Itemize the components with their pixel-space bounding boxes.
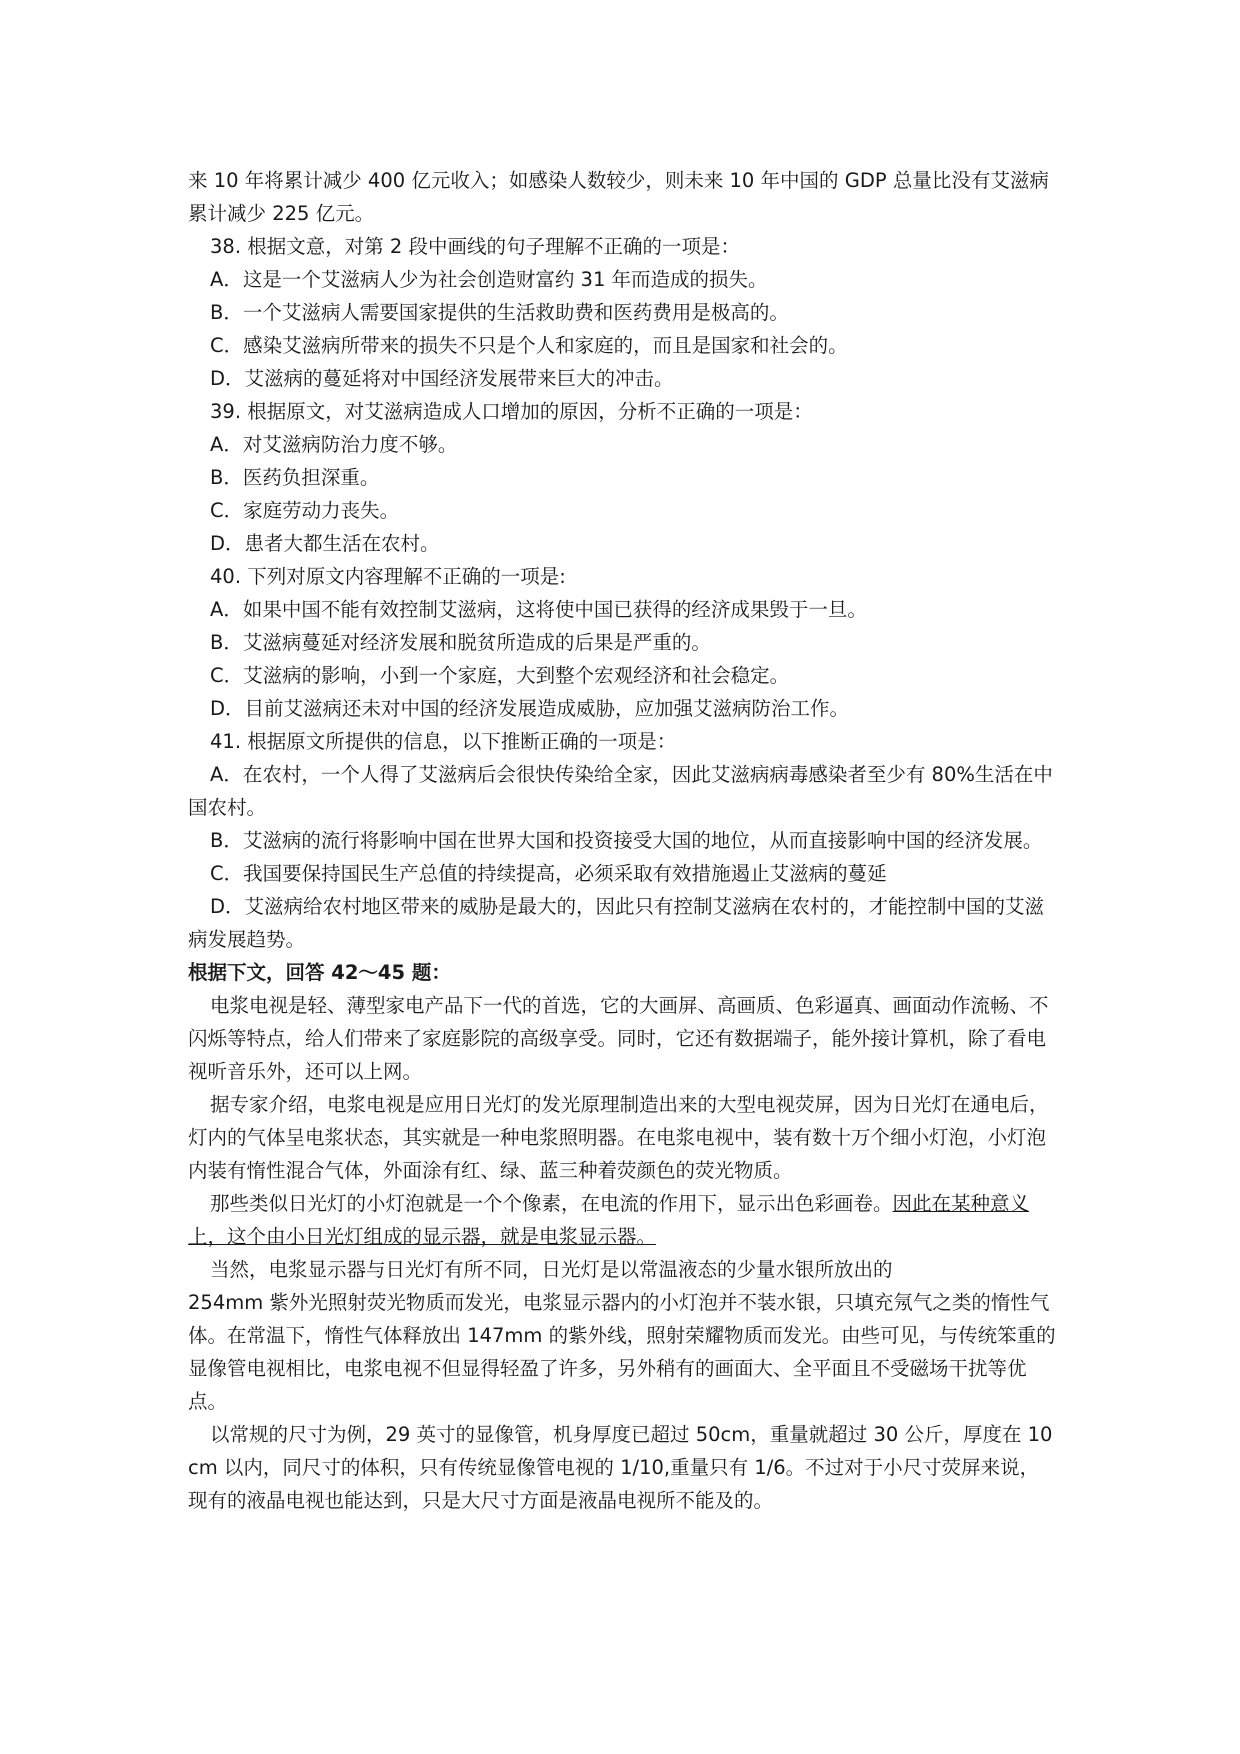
option-c: C．感染艾滋病所带来的损失不只是个人和家庭的，而且是国家和社会的。 <box>210 334 848 357</box>
option-c: C．艾滋病的影响，小到一个家庭，大到整个宏观经济和社会稳定。 <box>210 664 790 687</box>
option-b: B．艾滋病的流行将影响中国在世界大国和投资接受大国的地位，从而直接影响中国的经济发展。 <box>210 829 1043 852</box>
passage-paragraph-4-line-1: 当然，电浆显示器与日光灯有所不同，日光灯是以常温液态的少量水银所放出的 <box>210 1258 893 1281</box>
option-a: A．对艾滋病防治力度不够。 <box>210 433 458 456</box>
document-body <box>188 164 1058 1517</box>
option-b: B．一个艾滋病人需要国家提供的生活救助费和医药费用是极高的。 <box>210 301 789 324</box>
option-b: B．医药负担深重。 <box>210 466 380 489</box>
option-a: A．如果中国不能有效控制艾滋病，这将使中国已获得的经济成果毁于一旦。 <box>210 598 867 621</box>
underlined-sentence: 因此在某种意义上，这个由小日光灯组成的显示器，就是电浆显示器。 <box>188 1192 1030 1248</box>
question-39 <box>188 395 1058 560</box>
question-38 <box>188 230 1058 395</box>
passage-paragraph-4-rest: 254mm 紫外光照射荧光物质而发光，电浆显示器内的小灯泡并不装水银，只填充氖气之类的惰性气体。在常温下，惰性气体释放出 147mm 的紫外线，照射荣耀物质而发光。由些可见，与传统笨重的显像管电视相比，电浆电视不但显得轻盈了许多，另外稍有的画面大、全平面且不受磁场干扰等优点。 <box>188 1291 1056 1413</box>
option-a: A．这是一个艾滋病人少为社会创造财富约 31 年而造成的损失。 <box>210 268 768 291</box>
passage-paragraph-3 <box>188 1187 1058 1253</box>
question-stem: 41. 根据原文所提供的信息，以下推断正确的一项是： <box>210 730 677 753</box>
option-d: D．目前艾滋病还未对中国的经济发展造成威胁，应加强艾滋病防治工作。 <box>210 697 850 720</box>
question-stem: 40. 下列对原文内容理解不正确的一项是: <box>210 565 566 588</box>
question-40 <box>188 560 1058 725</box>
option-b: B．艾滋病蔓延对经济发展和脱贫所造成的后果是严重的。 <box>210 631 711 654</box>
intro-continued-paragraph: 来 10 年将累计减少 400 亿元收入；如感染人数较少，则未来 10 年中国的 GDP 总量比没有艾滋病累计减少 225 亿元。 <box>188 169 1049 225</box>
passage-paragraph-5: 以常规的尺寸为例，29 英寸的显像管，机身厚度已超过 50cm，重量就超过 30 公斤，厚度在 10cm 以内，同尺寸的体积，只有传统显像管电视的 1/10,重量只有 1/6。不过对于小尺寸荧屏来说，现有的液晶电视也能达到，只是大尺寸方面是液晶电视所不能及的。 <box>188 1423 1053 1512</box>
passage-paragraph-1: 电浆电视是轻、薄型家电产品下一代的首选，它的大画屏、高画质、色彩逼真、画面动作流畅、不闪烁等特点，给人们带来了家庭影院的高级享受。同时，它还有数据端子，能外接计算机，除了看电视听音乐外，还可以上网。 <box>188 994 1049 1083</box>
option-c: C．我国要保持国民生产总值的持续提高，必须采取有效措施遏止艾滋病的蔓延 <box>210 862 887 885</box>
option-a: A．在农村，一个人得了艾滋病后会很快传染给全家，因此艾滋病病毒感染者至少有 80%生活在中国农村。 <box>188 763 1053 819</box>
passage-paragraph-2: 据专家介绍，电浆电视是应用日光灯的发光原理制造出来的大型电视荧屏，因为日光灯在通电后，灯内的气体呈电浆状态，其实就是一种电浆照明器。在电浆电视中，装有数十万个细小灯泡，小灯泡内装有惰性混合气体，外面涂有红、绿、蓝三种着荧颜色的荧光物质。 <box>188 1093 1049 1182</box>
option-c: C．家庭劳动力丧失。 <box>210 499 400 522</box>
option-d: D．艾滋病给农村地区带来的威胁是最大的，因此只有控制艾滋病在农村的，才能控制中国的艾滋病发展趋势。 <box>188 895 1045 951</box>
question-stem: 39. 根据原文，对艾滋病造成人口增加的原因，分析不正确的一项是： <box>210 400 813 423</box>
option-d: D．艾滋病的蔓延将对中国经济发展带来巨大的冲击。 <box>210 367 674 390</box>
passage-text: 那些类似日光灯的小灯泡就是一个个像素，在电流的作用下，显示出色彩画卷。 <box>210 1192 893 1215</box>
question-stem: 38. 根据文意，对第 2 段中画线的句子理解不正确的一项是： <box>210 235 741 258</box>
section-heading: 根据下文，回答 42～45 题： <box>188 961 451 984</box>
question-41 <box>188 725 1058 956</box>
option-d: D．患者大都生活在农村。 <box>210 532 440 555</box>
